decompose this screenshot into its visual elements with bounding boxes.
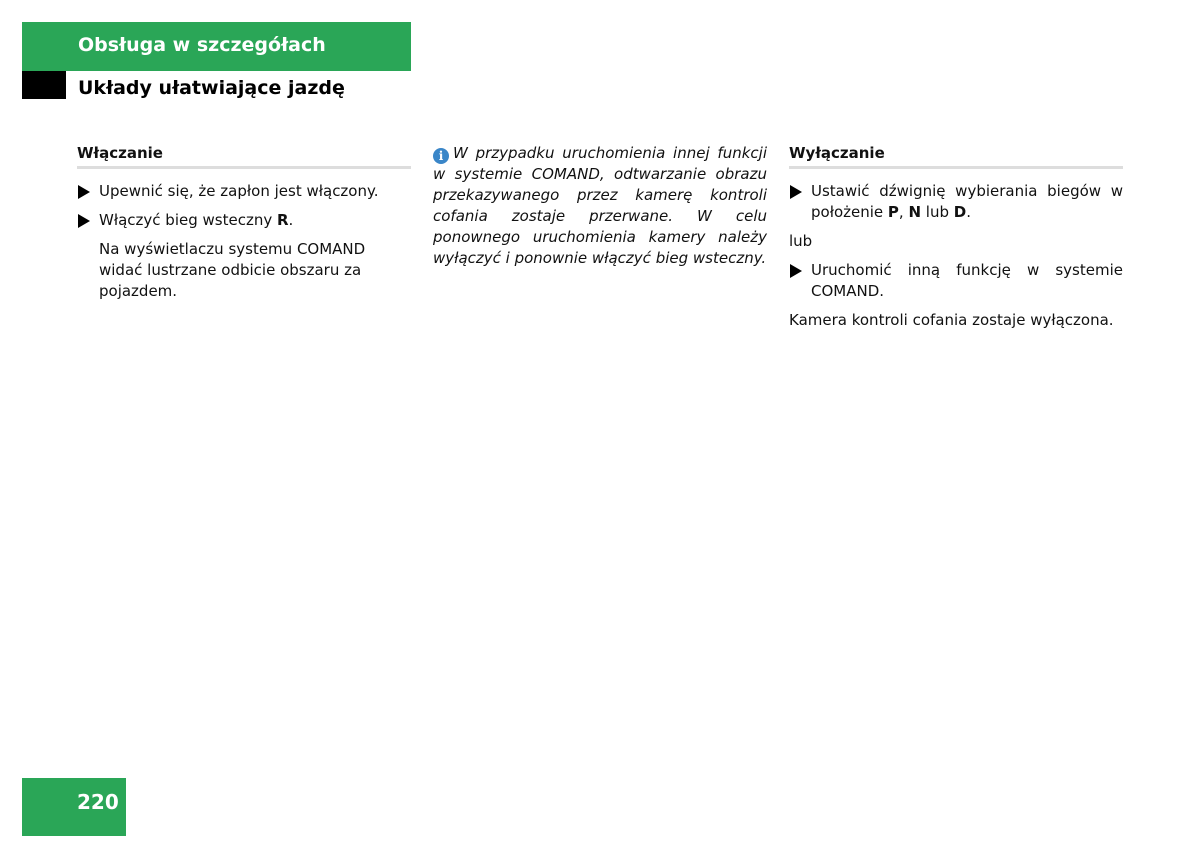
- separator: lub: [921, 203, 954, 221]
- info-note: [433, 143, 767, 269]
- step-text-end: .: [288, 211, 294, 229]
- section-banner: [22, 22, 411, 71]
- step-text: Ustawić dźwignię wybierania biegów w położenie: [811, 182, 1123, 221]
- section-title: Obsługa w szczegółach: [78, 34, 326, 56]
- gear-d: D: [953, 203, 967, 221]
- left-column: [77, 143, 411, 310]
- right-column: [789, 143, 1123, 339]
- step-text: Uruchomić inną funkcję w systemie COMAND.: [811, 261, 1123, 300]
- chapter-title: Układy ułatwiające jazdę: [78, 77, 345, 99]
- info-icon: i: [433, 148, 449, 164]
- step-arrow-icon: [78, 214, 90, 228]
- note-text: W przypadku uruchomienia innej funkcji w systemie COMAND, odtwarzanie obrazu przekazywanego przez kamerę kontroli cofania zostaje przerwane. W celu ponownego uruchomienia kamery należy wyłączyć i ponownie włączyć bieg wsteczny.: [433, 144, 767, 267]
- separator: ,: [898, 203, 909, 221]
- result-text: Kamera kontroli cofania zostaje wyłączona.: [789, 311, 1114, 329]
- step-engage-reverse: [77, 210, 411, 231]
- step-check-ignition: [77, 181, 411, 202]
- step-text-end: .: [966, 203, 971, 221]
- page-number: 220: [77, 790, 119, 814]
- step-arrow-icon: [790, 185, 802, 199]
- step-select-gear: [789, 181, 1123, 223]
- step-arrow-icon: [78, 185, 90, 199]
- gear-r: R: [276, 211, 289, 229]
- page-number-box: [22, 778, 126, 836]
- result-text: Na wyświetlaczu systemu COMAND widać lustrzane odbicie obszaru za pojazdem.: [99, 240, 366, 300]
- step-arrow-icon: [790, 264, 802, 278]
- step-text: Włączyć bieg wsteczny: [99, 211, 277, 229]
- heading-switch-off: Wyłączanie: [789, 143, 1123, 169]
- step-text: Upewnić się, że zapłon jest włączony.: [99, 182, 379, 200]
- heading-switch-on: Włączanie: [77, 143, 411, 169]
- middle-column: [433, 143, 767, 269]
- gear-n: N: [908, 203, 922, 221]
- step-start-other-function: [789, 260, 1123, 302]
- chapter-marker: [22, 71, 66, 99]
- gear-p: P: [887, 203, 899, 221]
- or-text: lub: [789, 232, 813, 250]
